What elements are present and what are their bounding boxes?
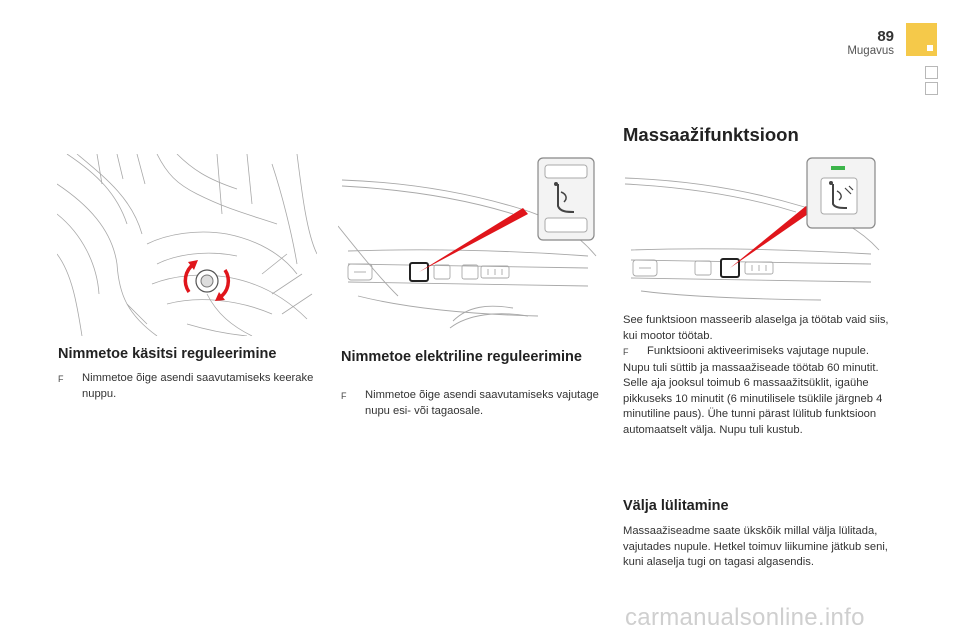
- manual-lumbar-illustration: [57, 154, 317, 336]
- chapter-tab-empty-2: [925, 82, 938, 95]
- massage-illustration: [621, 156, 883, 301]
- chapter-name: Mugavus: [847, 45, 894, 57]
- massage-body: [623, 313, 898, 438]
- rotary-knob-icon: [185, 260, 228, 301]
- bullet-item-manual: [58, 371, 320, 402]
- chapter-tab: [906, 23, 937, 56]
- bullet-item-massage: [623, 344, 898, 361]
- bullet-marker: F: [341, 391, 347, 401]
- section-title-switch-off: Välja lülitamine: [623, 498, 729, 514]
- electric-lumbar-illustration: [338, 156, 600, 332]
- section-title-manual-lumbar: Nimmetoe käsitsi reguleerimine: [58, 346, 277, 362]
- watermark: carmanualsonline.info: [625, 604, 865, 631]
- bullet-marker: F: [58, 374, 64, 384]
- bullet-marker: F: [623, 347, 629, 357]
- massage-details: Nupu tuli süttib ja massaažiseade töötab 60 minutit. Selle aja jooksul toimub 6 massaažitsüklit, igaühe pikkuseks 10 minutit (6 minutilisele tsüklile järgneb 4 minutiline paus). Ühe tunni pärast lülitub funktsioon automaatselt välja. Nupu tuli kustub.: [623, 361, 883, 436]
- massage-seat-icon: [807, 158, 875, 228]
- bullet-text: Nimmetoe õige asendi saavutamiseks keerake nuppu.: [82, 372, 314, 400]
- bullet-text: Funktsiooni aktiveerimiseks vajutage nupule.: [647, 345, 870, 357]
- page-number: 89: [877, 28, 894, 45]
- bullet-item-electric: [341, 388, 603, 419]
- massage-intro: See funktsioon masseerib alaselga ja töötab vaid siis, kui mootor töötab.: [623, 314, 889, 342]
- chapter-tab-marker: [927, 45, 933, 51]
- lumbar-seat-icon: [538, 158, 594, 240]
- section-title-massage: Massaažifunktsioon: [623, 124, 799, 145]
- section-title-electric-lumbar: Nimmetoe elektriline reguleerimine: [341, 349, 582, 365]
- chapter-tab-empty-1: [925, 66, 938, 79]
- switch-off-body: Massaažiseadme saate ükskõik millal välja lülitada, vajutades nupule. Hetkel toimuv liikumine jätkub seni, kuni alaselja tugi on tagasi algasendis.: [623, 525, 888, 568]
- bullet-text: Nimmetoe õige asendi saavutamiseks vajutage nupu esi- või tagaosale.: [365, 389, 599, 417]
